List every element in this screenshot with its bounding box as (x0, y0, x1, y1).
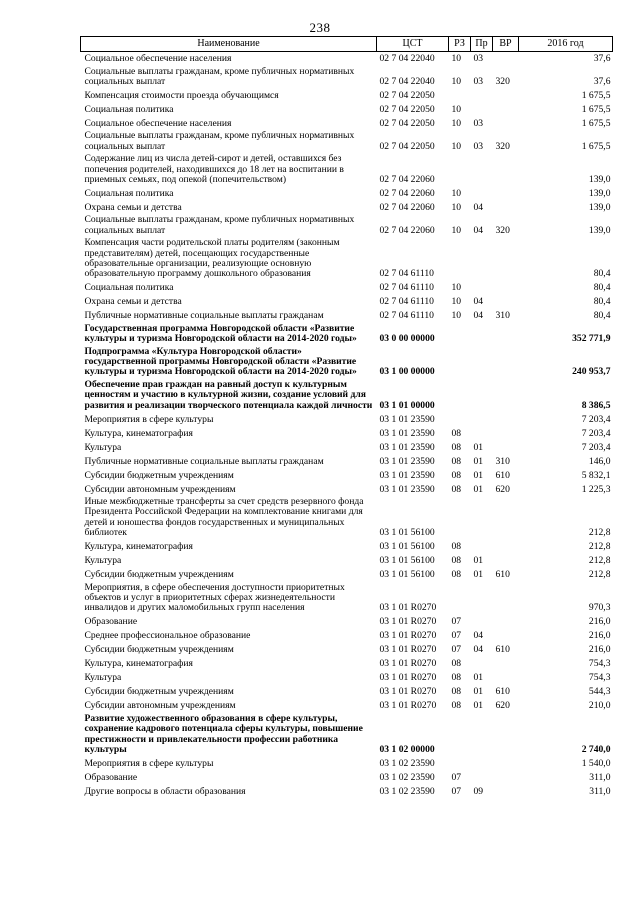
cell-rz: 08 (451, 700, 462, 712)
cell-sum: 754,3 (588, 672, 611, 684)
cell-name: Социальная политика (84, 103, 174, 115)
cell-name: Культура (84, 555, 122, 567)
cell-cst: 03 1 01 R0270 (379, 658, 437, 670)
cell-sum: 754,3 (588, 658, 611, 670)
table-row (81, 237, 613, 281)
cell-sum: 240 953,7 (572, 366, 611, 378)
table-row (81, 379, 613, 412)
cell-cst: 03 1 01 23590 (379, 441, 435, 453)
cell-pr: 04 (473, 644, 484, 656)
cell-cst: 02 7 04 22060 (379, 173, 435, 185)
cell-pr: 04 (473, 201, 484, 213)
table-row (81, 295, 613, 309)
cell-name: Развитие художественного образования в сфере культуры, сохранение кадрового потенциала сферы культуры, повышение престижности и привлекательности профессии работника культуры (84, 712, 363, 756)
cell-pr: 01 (473, 672, 484, 684)
cell-cst: 02 7 04 61110 (379, 296, 434, 308)
cell-rz: 10 (451, 53, 462, 65)
cell-vr (493, 116, 519, 130)
cell-pr (471, 102, 493, 116)
cell-pr: 03 (473, 140, 484, 152)
cell-rz (449, 153, 471, 186)
cell-cst: 03 1 01 23590 (379, 483, 435, 495)
cell-sum: 311,0 (589, 786, 611, 798)
table-row (81, 346, 613, 379)
cell-sum: 2 740,0 (581, 744, 611, 756)
cell-cst: 03 1 01 56100 (379, 527, 435, 539)
cell-sum: 1 675,5 (581, 103, 611, 115)
cell-sum: 7 203,4 (581, 427, 611, 439)
cell-sum: 5 832,1 (581, 469, 611, 481)
cell-name: Культура, кинематография (84, 427, 193, 439)
cell-name: Охрана семьи и детства (84, 296, 182, 308)
cell-vr (493, 496, 519, 540)
cell-sum: 80,4 (593, 282, 611, 294)
cell-vr (493, 323, 519, 346)
cell-pr (471, 771, 493, 785)
cell-pr (471, 237, 493, 281)
cell-name: Публичные нормативные социальные выплаты гражданам (84, 310, 324, 322)
table-row (81, 615, 613, 629)
header-pr: Пр (471, 37, 493, 52)
cell-pr (471, 346, 493, 379)
cell-pr (471, 713, 493, 757)
table-row (81, 771, 613, 785)
table-row (81, 309, 613, 323)
cell-rz: 10 (451, 187, 462, 199)
cell-pr: 03 (473, 75, 484, 87)
cell-cst: 03 1 01 56100 (379, 569, 435, 581)
table-row (81, 496, 613, 540)
header-name: Наименование (81, 37, 377, 52)
page-number: 238 (309, 20, 331, 35)
cell-rz: 10 (451, 103, 462, 115)
cell-name: Субсидии автономным учреждениям (84, 700, 236, 712)
table-row (81, 102, 613, 116)
table-row (81, 671, 613, 685)
cell-sum: 7 203,4 (581, 441, 611, 453)
cell-name: Мероприятия в сфере культуры (84, 758, 214, 770)
cell-sum: 212,8 (588, 527, 611, 539)
cell-pr: 01 (473, 483, 484, 495)
cell-sum: 37,6 (593, 75, 611, 87)
cell-rz (449, 757, 471, 771)
cell-sum: 1 675,5 (581, 140, 611, 152)
cell-cst: 03 1 01 23590 (379, 455, 435, 467)
header-sum: 2016 год (519, 37, 613, 52)
cell-rz (449, 346, 471, 379)
cell-name: Социальная политика (84, 187, 174, 199)
cell-name: Субсидии бюджетным учреждениям (84, 569, 234, 581)
table-row (81, 713, 613, 757)
cell-sum: 210,0 (588, 700, 611, 712)
table-row (81, 116, 613, 130)
cell-vr (493, 629, 519, 643)
cell-name: Культура (84, 441, 122, 453)
cell-vr: 610 (495, 644, 510, 656)
cell-cst: 03 1 01 00000 (379, 399, 435, 411)
cell-vr: 610 (495, 569, 510, 581)
cell-rz: 10 (451, 140, 462, 152)
table-row (81, 440, 613, 454)
cell-name: Государственная программа Новгородской области «Развитие культуры и туризма Новгородской области на 2014-2020 годы» (84, 322, 357, 345)
cell-pr: 03 (473, 117, 484, 129)
table-row (81, 426, 613, 440)
cell-cst: 03 1 01 R0270 (379, 602, 437, 614)
cell-cst: 03 1 01 R0270 (379, 700, 437, 712)
cell-pr (471, 496, 493, 540)
header-cst: ЦСТ (377, 37, 449, 52)
table-row (81, 323, 613, 346)
table-row (81, 554, 613, 568)
cell-pr: 04 (473, 310, 484, 322)
cell-vr (493, 671, 519, 685)
cell-vr: 310 (495, 455, 510, 467)
cell-rz (449, 713, 471, 757)
cell-cst: 02 7 04 22040 (379, 53, 435, 65)
table-row (81, 785, 613, 799)
cell-rz (449, 237, 471, 281)
cell-cst: 03 0 00 00000 (379, 333, 435, 345)
table-row (81, 468, 613, 482)
table-row (81, 582, 613, 615)
cell-rz (449, 412, 471, 426)
cell-sum: 139,0 (588, 201, 611, 213)
cell-vr (493, 615, 519, 629)
cell-cst: 03 1 01 R0270 (379, 672, 437, 684)
cell-name: Культура, кинематография (84, 541, 193, 553)
cell-vr (493, 554, 519, 568)
cell-sum: 212,8 (588, 555, 611, 567)
cell-name: Социальные выплаты гражданам, кроме публичных нормативных социальных выплат (84, 130, 355, 152)
cell-vr: 320 (495, 140, 510, 152)
cell-cst: 03 1 01 56100 (379, 555, 435, 567)
header-vr: ВР (493, 37, 519, 52)
cell-name: Компенсация части родительской платы родителям (законным представителям) детей, посещающих государственные образовательные организации, реализующие основную образовательную программу дошкольного образования (84, 237, 340, 280)
cell-sum: 139,0 (588, 173, 611, 185)
cell-sum: 1 225,3 (581, 483, 611, 495)
cell-vr (493, 540, 519, 554)
cell-rz: 08 (451, 555, 462, 567)
cell-pr (471, 379, 493, 412)
cell-sum: 970,3 (588, 602, 611, 614)
cell-sum: 139,0 (588, 187, 611, 199)
cell-sum: 37,6 (593, 53, 611, 65)
cell-cst: 03 1 02 23590 (379, 758, 435, 770)
cell-vr: 620 (495, 700, 510, 712)
cell-vr (493, 582, 519, 615)
cell-name: Субсидии бюджетным учреждениям (84, 469, 234, 481)
cell-pr (471, 582, 493, 615)
cell-name: Иные межбюджетные трансферты за счет средств резервного фонда Президента Российской Федерации на комплектование книгами для детей и юношества фондов государственных и муниципальных библиотек (84, 496, 364, 539)
cell-name: Субсидии бюджетным учреждениям (84, 686, 234, 698)
cell-name: Социальное обеспечение населения (84, 117, 232, 129)
cell-cst: 03 1 01 23590 (379, 469, 435, 481)
table-row (81, 153, 613, 186)
table-row (81, 281, 613, 295)
table-body (81, 52, 613, 799)
cell-name: Социальное обеспечение населения (84, 53, 232, 65)
cell-pr: 01 (473, 686, 484, 698)
cell-sum: 8 386,5 (581, 399, 611, 411)
cell-vr: 610 (495, 469, 510, 481)
cell-cst: 02 7 04 61110 (379, 310, 434, 322)
cell-pr (471, 153, 493, 186)
table-row (81, 643, 613, 657)
cell-sum: 80,4 (593, 296, 611, 308)
cell-vr (493, 713, 519, 757)
cell-vr (493, 237, 519, 281)
cell-pr: 01 (473, 569, 484, 581)
cell-pr: 01 (473, 555, 484, 567)
cell-vr (493, 102, 519, 116)
cell-cst: 03 1 01 23590 (379, 427, 435, 439)
table-row (81, 214, 613, 237)
cell-cst: 03 1 01 R0270 (379, 616, 437, 628)
cell-cst: 03 1 02 23590 (379, 772, 435, 784)
cell-cst: 02 7 04 22060 (379, 224, 435, 236)
table-row (81, 540, 613, 554)
cell-pr (471, 540, 493, 554)
table-row (81, 657, 613, 671)
cell-rz: 08 (451, 569, 462, 581)
cell-cst: 02 7 04 22060 (379, 187, 435, 199)
cell-name: Содержание лиц из числа детей-сирот и детей, оставшихся без попечения родителей, находившихся до 18 лет на воспитании в приемных семьях, под опекой (попечительством) (84, 153, 344, 185)
cell-cst: 02 7 04 22050 (379, 140, 435, 152)
cell-pr: 01 (473, 441, 484, 453)
cell-name: Субсидии бюджетным учреждениям (84, 644, 234, 656)
cell-vr (493, 657, 519, 671)
cell-cst: 02 7 04 22050 (379, 103, 435, 115)
cell-rz (449, 582, 471, 615)
cell-name: Публичные нормативные социальные выплаты гражданам (84, 455, 324, 467)
cell-cst: 02 7 04 22040 (379, 75, 435, 87)
table-row (81, 568, 613, 582)
cell-name: Компенсация стоимости проезда обучающимся (84, 89, 279, 101)
cell-vr (493, 88, 519, 102)
table-row (81, 130, 613, 153)
cell-sum: 216,0 (588, 644, 611, 656)
cell-vr (493, 52, 519, 66)
cell-rz: 08 (451, 455, 462, 467)
cell-vr (493, 440, 519, 454)
cell-vr: 320 (495, 75, 510, 87)
cell-sum: 212,8 (588, 541, 611, 553)
cell-name: Другие вопросы в области образования (84, 786, 246, 798)
cell-name: Социальные выплаты гражданам, кроме публичных нормативных социальных выплат (84, 65, 355, 87)
cell-vr: 320 (495, 224, 510, 236)
cell-sum: 216,0 (588, 630, 611, 642)
cell-rz: 07 (451, 644, 462, 656)
cell-vr (493, 785, 519, 799)
table-row (81, 66, 613, 89)
cell-rz: 10 (451, 282, 462, 294)
cell-name: Социальные выплаты гражданам, кроме публичных нормативных социальных выплат (84, 214, 355, 236)
table-row (81, 200, 613, 214)
cell-rz: 08 (451, 427, 462, 439)
cell-vr (493, 379, 519, 412)
table-row (81, 629, 613, 643)
table-row (81, 88, 613, 102)
cell-rz: 08 (451, 541, 462, 553)
cell-rz: 08 (451, 469, 462, 481)
cell-sum: 7 203,4 (581, 413, 611, 425)
cell-rz: 08 (451, 672, 462, 684)
table-row (81, 699, 613, 713)
cell-pr (471, 412, 493, 426)
cell-name: Культура (84, 672, 122, 684)
cell-rz (449, 323, 471, 346)
cell-sum: 544,3 (588, 686, 611, 698)
cell-pr: 04 (473, 630, 484, 642)
cell-rz: 07 (451, 786, 462, 798)
cell-pr: 09 (473, 786, 484, 798)
cell-vr (493, 186, 519, 200)
cell-name: Образование (84, 616, 138, 628)
cell-sum: 1 540,0 (581, 758, 611, 770)
cell-rz (449, 88, 471, 102)
cell-cst: 02 7 04 22050 (379, 117, 435, 129)
cell-rz (449, 379, 471, 412)
cell-name: Среднее профессиональное образование (84, 630, 251, 642)
cell-sum: 80,4 (593, 268, 611, 280)
cell-vr (493, 295, 519, 309)
cell-rz: 10 (451, 296, 462, 308)
cell-sum: 352 771,9 (572, 333, 611, 345)
cell-pr: 03 (473, 53, 484, 65)
cell-vr (493, 757, 519, 771)
cell-pr (471, 186, 493, 200)
cell-vr: 310 (495, 310, 510, 322)
table-row (81, 52, 613, 66)
cell-name: Мероприятия в сфере культуры (84, 413, 214, 425)
cell-sum: 139,0 (588, 224, 611, 236)
cell-sum: 1 675,5 (581, 117, 611, 129)
cell-pr: 01 (473, 469, 484, 481)
cell-vr: 610 (495, 686, 510, 698)
cell-rz: 08 (451, 686, 462, 698)
cell-rz: 07 (451, 616, 462, 628)
budget-table (80, 36, 613, 799)
cell-pr (471, 281, 493, 295)
cell-vr (493, 412, 519, 426)
cell-vr: 620 (495, 483, 510, 495)
cell-rz: 07 (451, 772, 462, 784)
cell-cst: 03 1 02 23590 (379, 786, 435, 798)
cell-sum: 216,0 (588, 616, 611, 628)
cell-cst: 03 1 01 R0270 (379, 686, 437, 698)
cell-cst: 03 1 01 23590 (379, 413, 435, 425)
cell-rz: 10 (451, 75, 462, 87)
cell-pr (471, 615, 493, 629)
cell-sum: 212,8 (588, 569, 611, 581)
table-row (81, 454, 613, 468)
cell-rz: 08 (451, 483, 462, 495)
cell-vr (493, 771, 519, 785)
cell-sum: 146,0 (588, 455, 611, 467)
cell-name: Мероприятия, в сфере обеспечения доступности приоритетных объектов и услуг в приоритетных сферах жизнедеятельности инвалидов и других маломобильных групп населения (84, 581, 345, 614)
cell-vr (493, 281, 519, 295)
cell-cst: 03 1 01 R0270 (379, 630, 437, 642)
cell-name: Образование (84, 772, 138, 784)
cell-name: Подпрограмма «Культура Новгородской области» государственной программы Новгородской области «Развитие культуры и туризма Новгородской области на 2014-2020 годы» (84, 345, 357, 378)
table-row (81, 482, 613, 496)
cell-pr (471, 323, 493, 346)
cell-rz (449, 496, 471, 540)
cell-pr (471, 88, 493, 102)
cell-rz: 10 (451, 310, 462, 322)
cell-name: Охрана семьи и детства (84, 201, 182, 213)
header-rz: РЗ (449, 37, 471, 52)
cell-rz: 08 (451, 441, 462, 453)
cell-vr (493, 426, 519, 440)
cell-cst: 03 1 01 R0270 (379, 644, 437, 656)
cell-rz: 10 (451, 224, 462, 236)
cell-name: Обеспечение прав граждан на равный доступ к культурным ценностям и участию в культурной жизни, создание условий для развития и реализации творческого потенциала каждой личности (84, 378, 373, 411)
cell-pr (471, 657, 493, 671)
cell-cst: 02 7 04 22060 (379, 201, 435, 213)
cell-pr (471, 757, 493, 771)
cell-rz: 08 (451, 658, 462, 670)
cell-pr: 01 (473, 700, 484, 712)
cell-sum: 80,4 (593, 310, 611, 322)
table-row (81, 757, 613, 771)
cell-sum: 311,0 (589, 772, 611, 784)
cell-cst: 03 1 00 00000 (379, 366, 435, 378)
table-row (81, 412, 613, 426)
cell-rz: 10 (451, 117, 462, 129)
cell-sum: 1 675,5 (581, 89, 611, 101)
cell-name: Субсидии автономным учреждениям (84, 483, 236, 495)
cell-vr (493, 153, 519, 186)
cell-vr (493, 346, 519, 379)
cell-pr: 04 (473, 224, 484, 236)
cell-cst: 02 7 04 22050 (379, 89, 435, 101)
cell-cst: 02 7 04 61110 (379, 282, 434, 294)
table-row (81, 186, 613, 200)
cell-pr: 04 (473, 296, 484, 308)
cell-name: Культура, кинематография (84, 658, 193, 670)
cell-cst: 03 1 01 56100 (379, 541, 435, 553)
cell-name: Социальная политика (84, 282, 174, 294)
table-row (81, 685, 613, 699)
cell-pr (471, 426, 493, 440)
cell-pr: 01 (473, 455, 484, 467)
cell-cst: 03 1 02 00000 (379, 744, 435, 756)
cell-rz: 07 (451, 630, 462, 642)
table-header (81, 37, 613, 52)
cell-vr (493, 200, 519, 214)
cell-cst: 02 7 04 61110 (379, 268, 434, 280)
cell-rz: 10 (451, 201, 462, 213)
